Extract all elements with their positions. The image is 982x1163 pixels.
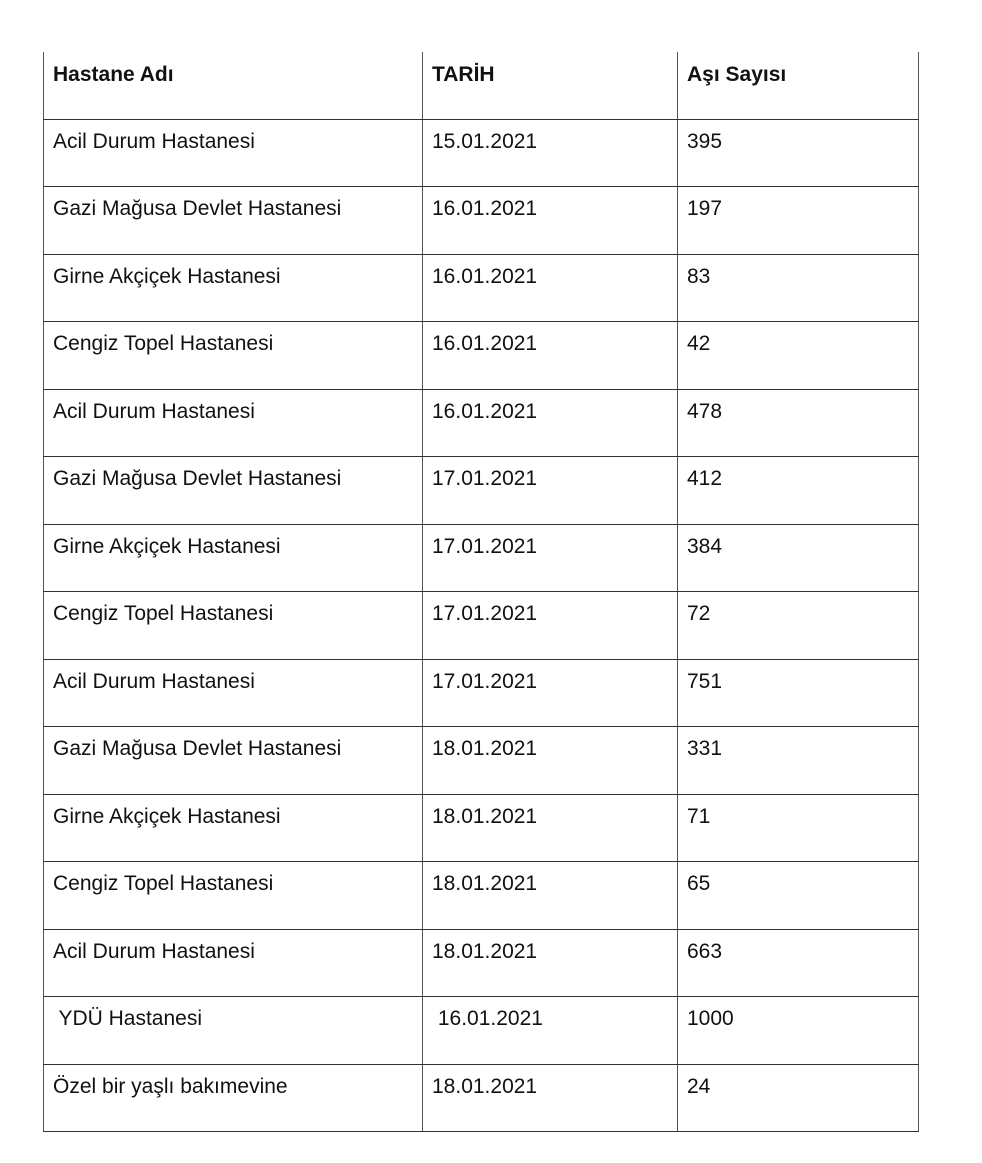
table-row [44,119,919,187]
date-cell: 18.01.2021 [423,794,678,862]
table-row [44,457,919,525]
vaccine-count-cell: 663 [678,929,919,997]
hospital-name-cell: Girne Akçiçek Hastanesi [44,254,423,322]
vaccine-count-cell: 72 [678,592,919,660]
hospital-name-cell: Cengiz Topel Hastanesi [44,322,423,390]
vaccine-count-cell: 384 [678,524,919,592]
vaccine-count-cell: 395 [678,119,919,187]
date-cell: 15.01.2021 [423,119,678,187]
table-header [44,52,919,119]
hospital-name-cell: Gazi Mağusa Devlet Hastanesi [44,727,423,795]
hospital-name-cell: Acil Durum Hastanesi [44,389,423,457]
vaccination-table [43,52,919,1132]
date-cell: 16.01.2021 [423,389,678,457]
table-row [44,997,919,1065]
vaccine-count-cell: 42 [678,322,919,390]
vaccine-count-cell: 71 [678,794,919,862]
table-row [44,727,919,795]
table-row [44,929,919,997]
hospital-name-cell: Gazi Mağusa Devlet Hastanesi [44,457,423,525]
header-hospital-name: Hastane Adı [44,52,423,119]
hospital-name-cell: YDÜ Hastanesi [44,997,423,1065]
vaccine-count-cell: 478 [678,389,919,457]
table-row [44,794,919,862]
date-cell: 16.01.2021 [423,322,678,390]
vaccine-count-cell: 83 [678,254,919,322]
header-vaccine-count: Aşı Sayısı [678,52,919,119]
table-row [44,1064,919,1132]
date-cell: 18.01.2021 [423,929,678,997]
vaccine-count-cell: 331 [678,727,919,795]
table-row [44,659,919,727]
date-cell: 16.01.2021 [423,997,678,1065]
vaccine-count-cell: 412 [678,457,919,525]
date-cell: 18.01.2021 [423,862,678,930]
date-cell: 16.01.2021 [423,254,678,322]
hospital-name-cell: Girne Akçiçek Hastanesi [44,524,423,592]
date-cell: 18.01.2021 [423,727,678,795]
hospital-name-cell: Özel bir yaşlı bakımevine [44,1064,423,1132]
table-row [44,862,919,930]
vaccine-count-cell: 24 [678,1064,919,1132]
table-row [44,187,919,255]
hospital-name-cell: Cengiz Topel Hastanesi [44,862,423,930]
hospital-name-cell: Acil Durum Hastanesi [44,119,423,187]
date-cell: 17.01.2021 [423,457,678,525]
table-row [44,254,919,322]
header-row [44,52,919,119]
hospital-name-cell: Girne Akçiçek Hastanesi [44,794,423,862]
table-row [44,524,919,592]
header-date: TARİH [423,52,678,119]
date-cell: 17.01.2021 [423,592,678,660]
table-row [44,592,919,660]
vaccine-count-cell: 751 [678,659,919,727]
vaccine-count-cell: 197 [678,187,919,255]
table-row [44,322,919,390]
date-cell: 17.01.2021 [423,659,678,727]
date-cell: 18.01.2021 [423,1064,678,1132]
hospital-name-cell: Cengiz Topel Hastanesi [44,592,423,660]
hospital-name-cell: Acil Durum Hastanesi [44,929,423,997]
table-row [44,389,919,457]
table-body [44,119,919,1132]
date-cell: 16.01.2021 [423,187,678,255]
vaccine-count-cell: 1000 [678,997,919,1065]
vaccine-count-cell: 65 [678,862,919,930]
hospital-name-cell: Acil Durum Hastanesi [44,659,423,727]
hospital-name-cell: Gazi Mağusa Devlet Hastanesi [44,187,423,255]
date-cell: 17.01.2021 [423,524,678,592]
